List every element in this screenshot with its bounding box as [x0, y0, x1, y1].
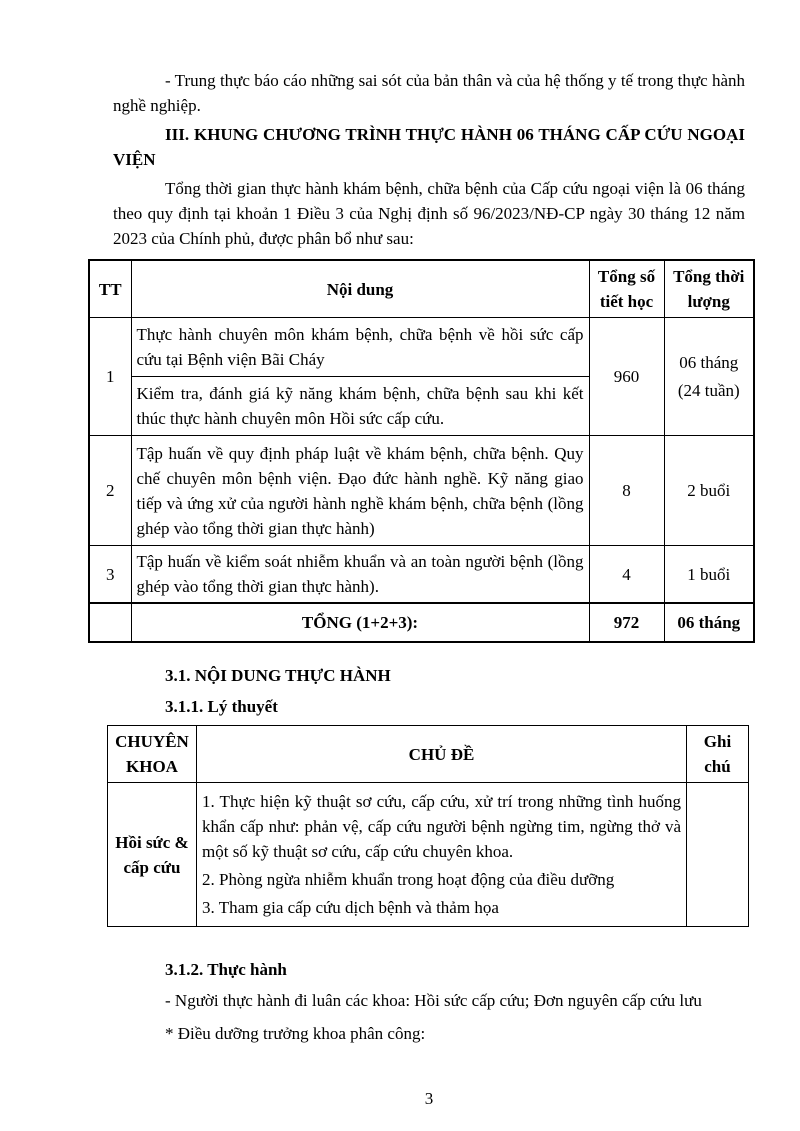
- cell-total-empty: [89, 603, 131, 642]
- cell-row1-content-b: Kiểm tra, đánh giá kỹ năng khám bệnh, chữa bệnh sau khi kết thúc thực hành chuyên môn Hồi sức cấp cứu.: [131, 377, 589, 436]
- cell-row2-thoi-luong: 2 buổi: [664, 436, 754, 546]
- heading-section-3-1: 3.1. NỘI DUNG THỰC HÀNH: [165, 666, 391, 685]
- col-header-chu-de: CHỦ ĐỀ: [197, 726, 687, 783]
- page-number: 3: [424, 1089, 434, 1108]
- table-total-row: [89, 603, 754, 642]
- theory-table-header-row: [108, 726, 749, 783]
- paragraph-honesty-statement: - Trung thực báo cáo những sai sót của bản thân và của hệ thống y tế trong thực hành nghề nghiệp.: [113, 71, 745, 115]
- cell-total-thoi-luong: 06 tháng: [664, 603, 754, 642]
- cell-row1-content-a: Thực hành chuyên môn khám bệnh, chữa bệnh về hồi sức cấp cứu tại Bệnh viện Bãi Cháy: [131, 318, 589, 377]
- heading-section-3-1-2: 3.1.2. Thực hành: [165, 960, 287, 979]
- topic-item-2: 2. Phòng ngừa nhiễm khuẩn trong hoạt động của điều dưỡng: [202, 870, 615, 889]
- col-header-tt: TT: [89, 260, 131, 318]
- heading-section-iii: III. KHUNG CHƯƠNG TRÌNH THỰC HÀNH 06 THÁNG CẤP CỨU NGOẠI VIỆN: [113, 125, 745, 169]
- topic-item-3: 3. Tham gia cấp cứu dịch bệnh và thảm họa: [202, 898, 499, 917]
- cell-ghi-chu: [687, 783, 749, 927]
- theory-table: [107, 725, 749, 927]
- cell-row1-tiet-hoc: 960: [589, 318, 664, 436]
- col-header-noidung: Nội dung: [131, 260, 589, 318]
- cell-chu-de: [197, 783, 687, 927]
- theory-table-row: [108, 783, 749, 927]
- cell-row2-tiet-hoc: 8: [589, 436, 664, 546]
- cell-row2-tt: 2: [89, 436, 131, 546]
- cell-row2-content: Tập huấn về quy định pháp luật về khám bệnh, chữa bệnh. Quy chế chuyên môn bệnh viện. Đạo đức hành nghề. Kỹ năng giao tiếp và ứng xử của người hành nghề khám bệnh, chữa bệnh (lồng ghép vào tổng thời gian thực hành): [131, 436, 589, 546]
- cell-row1-tt: 1: [89, 318, 131, 436]
- paragraph-rotation-departments: - Người thực hành đi luân các khoa: Hồi sức cấp cứu; Đơn nguyên cấp cứu lưu: [165, 991, 702, 1010]
- topic-item-1: 1. Thực hiện kỹ thuật sơ cứu, cấp cứu, xử trí trong những tình huống khẩn cấp như: phản vệ, cấp cứu người bệnh ngừng tim, ngừng thở và một số kỹ thuật sơ cứu, cấp cứu chuyên khoa.: [202, 792, 681, 861]
- paragraph-head-nurse-assignment: * Điều dưỡng trưởng khoa phân công:: [165, 1024, 426, 1043]
- cell-row1-thoi-luong-line1: 06 tháng: [679, 353, 739, 372]
- cell-row3-content: Tập huấn về kiểm soát nhiễm khuẩn và an toàn người bệnh (lồng ghép vào tổng thời gian thực hành).: [131, 546, 589, 604]
- framework-table-header-row: [89, 260, 754, 318]
- cell-row3-tt: 3: [89, 546, 131, 604]
- table-row-1a: [89, 318, 754, 377]
- paragraph-total-duration: Tổng thời gian thực hành khám bệnh, chữa bệnh của Cấp cứu ngoại viện là 06 tháng theo quy định tại khoản 1 Điều 3 của Nghị định số 96/2023/NĐ-CP ngày 30 tháng 12 năm 2023 của Chính phủ, được phân bổ như sau:: [113, 179, 745, 248]
- col-header-ghi-chu: Ghi chú: [687, 726, 749, 783]
- col-header-chuyen-khoa: CHUYÊN KHOA: [108, 726, 197, 783]
- cell-chuyen-khoa: Hồi sức & cấp cứu: [108, 783, 197, 927]
- col-header-thoi-luong: Tổng thời lượng: [664, 260, 754, 318]
- table-row-2: [89, 436, 754, 546]
- framework-table: [88, 259, 755, 643]
- heading-section-3-1-1: 3.1.1. Lý thuyết: [165, 697, 278, 716]
- cell-row1-thoi-luong-line2: (24 tuần): [677, 381, 740, 400]
- col-header-tiet-hoc: Tổng số tiết học: [589, 260, 664, 318]
- cell-total-tiet-hoc: 972: [589, 603, 664, 642]
- cell-row3-thoi-luong: 1 buổi: [664, 546, 754, 604]
- cell-total-label: TỔNG (1+2+3):: [131, 603, 589, 642]
- table-row-3: [89, 546, 754, 604]
- cell-row1-thoi-luong: [664, 318, 754, 436]
- cell-row3-tiet-hoc: 4: [589, 546, 664, 604]
